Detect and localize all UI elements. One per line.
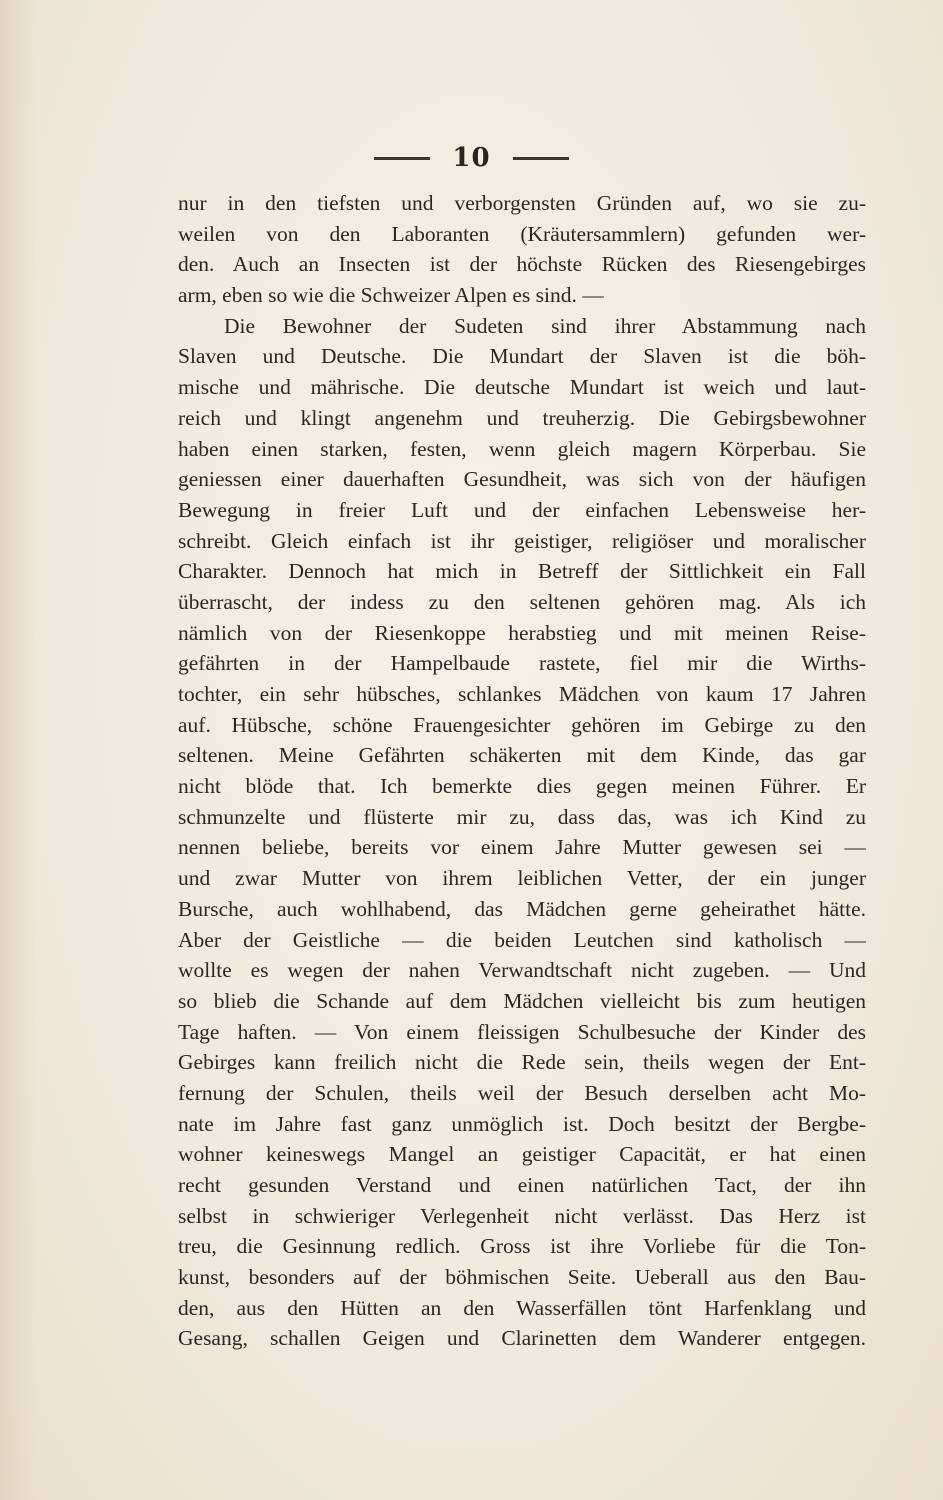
text-line: haben einen starken, festen, wenn gleich magern Körperbau. Sie (178, 436, 866, 461)
text-line: gefährten in der Hampelbaude rastete, fiel mir die Wirths- (178, 651, 866, 676)
text-line: fernung der Schulen, theils weil der Besuch derselben acht Mo- (178, 1080, 866, 1105)
text-line: wollte es wegen der nahen Verwandtschaft nicht zugeben. — Und (178, 958, 866, 983)
text-line: seltenen. Meine Gefährten schäkerten mit dem Kinde, das gar (178, 743, 866, 768)
text-line: kunst, besonders auf der böhmischen Seite. Ueberall aus den Bau- (178, 1265, 866, 1290)
text-line: Aber der Geistliche — die beiden Leutchen sind katholisch — (178, 927, 866, 952)
text-line: überrascht, der indess zu den seltenen gehören mag. Als ich (178, 589, 866, 614)
text-line: wohner keineswegs Mangel an geistiger Capacität, er hat einen (178, 1142, 866, 1167)
text-line: tochter, ein sehr hübsches, schlankes Mädchen von kaum 17 Jahren (178, 682, 866, 706)
text-line: reich und klingt angenehm und treuherzig. Die Gebirgsbewohner (178, 405, 866, 430)
text-line: Gesang, schallen Geigen und Clarinetten dem Wanderer entgegen. (178, 1326, 866, 1351)
text-line: weilen von den Laboranten (Kräutersammlern) gefunden wer- (178, 221, 866, 246)
text-line: mische und mährische. Die deutsche Mundart ist weich und laut- (178, 375, 866, 400)
text-line: Gebirges kann freilich nicht die Rede sein, theils wegen der Ent- (178, 1050, 866, 1075)
text-line: selbst in schwieriger Verlegenheit nicht verlässt. Das Herz ist (178, 1203, 866, 1228)
text-line: nennen beliebe, bereits vor einem Jahre Mutter gewesen sei — (178, 835, 866, 860)
text-line: nicht blöde that. Ich bemerkte dies gegen meinen Führer. Er (178, 774, 866, 799)
text-line: den. Auch an Insecten ist der höchste Rücken des Riesengebirges (178, 252, 866, 277)
text-line: Charakter. Dennoch hat mich in Betreff der Sittlichkeit ein Fall (178, 559, 866, 584)
page-header (0, 142, 943, 174)
text-line: schmunzelte und flüsterte mir zu, dass das, was ich Kind zu (178, 804, 866, 829)
header-rule-left (374, 157, 430, 160)
text-line: nate im Jahre fast ganz unmöglich ist. Doch besitzt der Bergbe- (178, 1111, 866, 1136)
text-line: Bewegung in freier Luft und der einfachen Lebensweise her- (178, 497, 866, 522)
text-line: so blieb die Schande auf dem Mädchen vielleicht bis zum heutigen (178, 988, 866, 1013)
text-line: geniessen einer dauerhaften Gesundheit, was sich von der häufigen (178, 467, 866, 492)
text-line: nur in den tiefsten und verborgensten Gründen auf, wo sie zu- (178, 191, 866, 215)
text-line: Tage haften. — Von einem fleissigen Schulbesuche der Kinder des (178, 1019, 866, 1044)
text-line: recht gesunden Verstand und einen natürlichen Tact, der ihn (178, 1173, 866, 1197)
text-line: nämlich von der Riesenkoppe herabstieg und mit meinen Reise- (178, 620, 866, 645)
paragraph-start-line: Die Bewohner der Sudeten sind ihrer Abstammung nach (224, 313, 866, 338)
text-line: treu, die Gesinnung redlich. Gross ist ihre Vorliebe für die Ton- (178, 1234, 866, 1259)
gutter-shadow (0, 0, 36, 1500)
body-text (178, 188, 866, 1354)
text-line: den, aus den Hütten an den Wasserfällen tönt Harfenklang und (178, 1295, 866, 1320)
text-line: Bursche, auch wohlhabend, das Mädchen gerne geheirathet hätte. (178, 896, 866, 921)
text-line: auf. Hübsche, schöne Frauengesichter gehören im Gebirge zu den (178, 712, 866, 737)
text-line: Slaven und Deutsche. Die Mundart der Slaven ist die böh- (178, 344, 866, 369)
text-line: schreibt. Gleich einfach ist ihr geistiger, religiöser und moralischer (178, 528, 866, 553)
text-line: arm, eben so wie die Schweizer Alpen es sind. — (178, 283, 604, 308)
header-rule-right (513, 157, 569, 160)
page-number: 10 (452, 143, 491, 173)
text-line: und zwar Mutter von ihrem leiblichen Vetter, der ein junger (178, 866, 866, 891)
